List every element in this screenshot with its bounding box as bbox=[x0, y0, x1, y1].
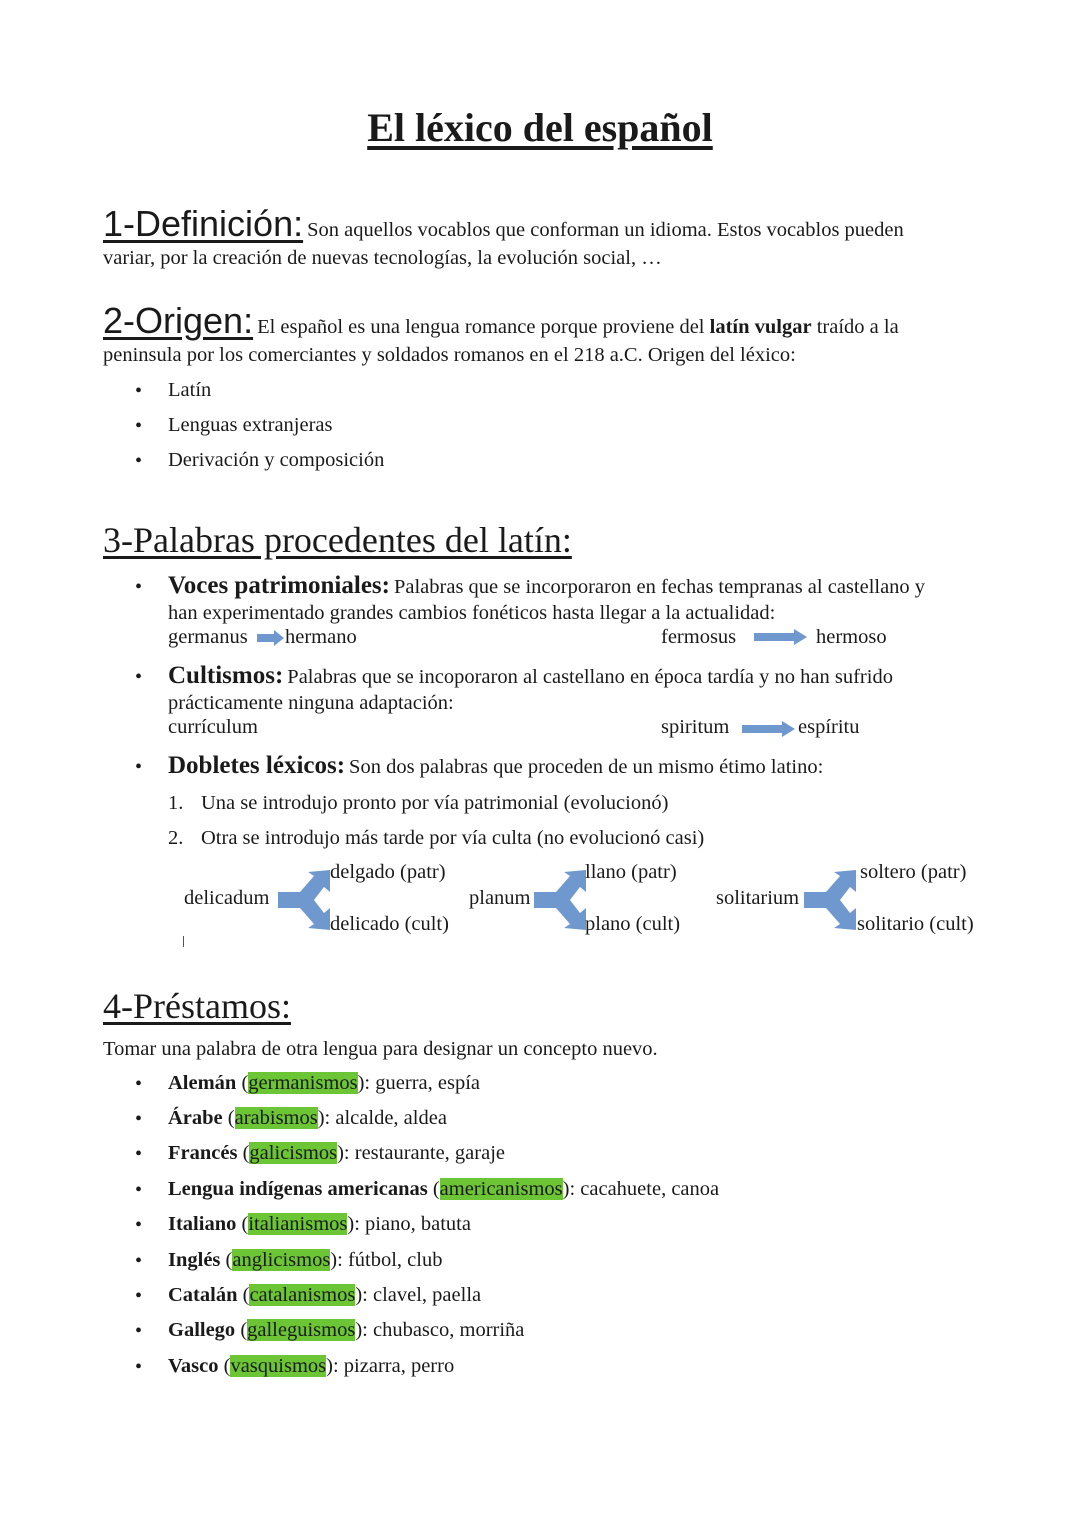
loan-language: Catalán bbox=[168, 1284, 238, 1306]
loan-term: americanismos bbox=[439, 1178, 563, 1200]
doublet-source: solitarium bbox=[716, 887, 800, 909]
bullet-marker: • bbox=[135, 666, 143, 688]
doublet-patr: delgado (patr) bbox=[330, 861, 446, 883]
loan-term: germanismos bbox=[248, 1072, 358, 1094]
text-cursor bbox=[183, 936, 184, 947]
bullet-marker: • bbox=[135, 1320, 143, 1342]
section-definicion bbox=[103, 203, 904, 245]
loan-item: Inglés (anglicismos): fútbol, club bbox=[168, 1249, 443, 1271]
bullet-marker: • bbox=[135, 1356, 143, 1378]
section-heading: 3-Palabras procedentes del latín: bbox=[103, 520, 572, 560]
loan-language: Inglés bbox=[168, 1249, 221, 1271]
dobletes-lexicos bbox=[168, 752, 823, 780]
bullet-marker: • bbox=[135, 1214, 143, 1236]
bullet-marker: • bbox=[135, 756, 143, 778]
list-item: Lenguas extranjeras bbox=[168, 414, 333, 436]
section-heading: 1-Definición: bbox=[103, 203, 304, 244]
arrow-right-icon bbox=[257, 630, 285, 646]
term-label: Cultismos: bbox=[168, 662, 284, 689]
loan-examples: piano, batuta bbox=[365, 1213, 471, 1235]
loan-examples: pizarra, perro bbox=[343, 1355, 455, 1377]
arrow-right-icon bbox=[742, 721, 796, 737]
loan-item: Catalán (catalanismos): clavel, paella bbox=[168, 1284, 482, 1306]
doublet-cult: delicado (cult) bbox=[330, 913, 449, 935]
loan-examples: fútbol, club bbox=[347, 1249, 443, 1271]
loan-term: vasquismos bbox=[230, 1355, 327, 1377]
term-definition: Palabras que se incorporaron en fechas tempranas al castellano y bbox=[393, 576, 926, 598]
loan-term: catalanismos bbox=[249, 1284, 356, 1306]
term-definition-line2: prácticamente ninguna adaptación: bbox=[168, 692, 454, 714]
bullet-marker: • bbox=[135, 1073, 143, 1095]
origin-text-b: traído a la bbox=[816, 316, 899, 338]
loan-term: galleguismos bbox=[247, 1319, 356, 1341]
loan-language: Francés bbox=[168, 1142, 238, 1164]
example-to: hermano bbox=[285, 626, 357, 648]
example-from: fermosus bbox=[661, 626, 737, 648]
loan-examples: guerra, espía bbox=[375, 1072, 480, 1094]
bullet-marker: • bbox=[135, 1179, 143, 1201]
list-item: Latín bbox=[168, 379, 212, 401]
bullet-marker: • bbox=[135, 1143, 143, 1165]
split-arrow-icon bbox=[278, 870, 332, 932]
loan-term: galicismos bbox=[249, 1142, 338, 1164]
numbered-item: Una se introdujo pronto por vía patrimonial (evolucionó) bbox=[201, 792, 669, 814]
loan-examples: alcalde, aldea bbox=[335, 1107, 447, 1129]
example-word: currículum bbox=[168, 716, 258, 738]
loan-item: Gallego (galleguismos): chubasco, morriña bbox=[168, 1319, 525, 1341]
definition-text: Son aquellos vocablos que conforman un idioma. Estos vocablos pueden bbox=[307, 219, 904, 241]
bullet-marker: • bbox=[135, 1250, 143, 1272]
loan-item: Alemán (germanismos): guerra, espía bbox=[168, 1072, 480, 1094]
loan-term: anglicismos bbox=[232, 1249, 331, 1271]
example-from: spiritum bbox=[661, 716, 730, 738]
doublet-source: delicadum bbox=[184, 887, 270, 909]
bullet-marker: • bbox=[135, 576, 143, 598]
page-title: El léxico del español bbox=[367, 105, 713, 150]
loan-examples: restaurante, garaje bbox=[354, 1142, 505, 1164]
loan-language: Italiano bbox=[168, 1213, 237, 1235]
term-definition-line2: han experimentado grandes cambios fonéticos hasta llegar a la actualidad: bbox=[168, 602, 776, 624]
numbered-marker: 2. bbox=[168, 827, 184, 849]
split-arrow-icon bbox=[804, 870, 858, 932]
loans-intro: Tomar una palabra de otra lengua para designar un concepto nuevo. bbox=[103, 1038, 658, 1060]
definition-text-line2: variar, por la creación de nuevas tecnologías, la evolución social, … bbox=[103, 247, 662, 269]
bullet-marker: • bbox=[135, 1285, 143, 1307]
doublet-patr: soltero (patr) bbox=[860, 861, 967, 883]
numbered-marker: 1. bbox=[168, 792, 184, 814]
list-item: Derivación y composición bbox=[168, 449, 385, 471]
bullet-marker: • bbox=[135, 1108, 143, 1130]
doublet-source: planum bbox=[469, 887, 531, 909]
example-to: hermoso bbox=[816, 626, 887, 648]
loan-examples: clavel, paella bbox=[372, 1284, 482, 1306]
doublet-patr: llano (patr) bbox=[585, 861, 677, 883]
loan-term: italianismos bbox=[248, 1213, 348, 1235]
loan-examples: chubasco, morriña bbox=[372, 1319, 525, 1341]
cultismos bbox=[168, 662, 893, 690]
split-arrow-icon bbox=[534, 870, 588, 932]
loan-item: Árabe (arabismos): alcalde, aldea bbox=[168, 1107, 447, 1129]
numbered-item: Otra se introdujo más tarde por vía culta (no evolucionó casi) bbox=[201, 827, 705, 849]
origin-text bbox=[257, 316, 899, 338]
loan-language: Vasco bbox=[168, 1355, 219, 1377]
loan-language: Árabe bbox=[168, 1107, 223, 1129]
bullet-marker: • bbox=[135, 450, 143, 472]
loan-language: Gallego bbox=[168, 1319, 236, 1341]
example-from: germanus bbox=[168, 626, 248, 648]
example-to: espíritu bbox=[798, 716, 860, 738]
section-heading: 2-Origen: bbox=[103, 300, 254, 341]
term-label: Dobletes léxicos: bbox=[168, 752, 346, 779]
voces-patrimoniales bbox=[168, 572, 925, 600]
loan-item: Lengua indígenas americanas (americanismos): cacahuete, canoa bbox=[168, 1178, 720, 1200]
loan-language: Alemán bbox=[168, 1072, 237, 1094]
term-definition: Son dos palabras que proceden de un mismo étimo latino: bbox=[349, 756, 824, 778]
latin-vulgar: latín vulgar bbox=[709, 316, 812, 338]
arrow-right-icon bbox=[754, 629, 808, 645]
term-label: Voces patrimoniales: bbox=[168, 572, 390, 599]
loan-term: arabismos bbox=[234, 1107, 318, 1129]
loan-language: Lengua indígenas americanas bbox=[168, 1178, 428, 1200]
loan-examples: cacahuete, canoa bbox=[580, 1178, 720, 1200]
section-origen bbox=[103, 300, 899, 342]
origin-text-a: El español es una lengua romance porque proviene del bbox=[257, 316, 705, 338]
bullet-marker: • bbox=[135, 380, 143, 402]
origin-text-line2: peninsula por los comerciantes y soldados romanos en el 218 a.C. Origen del léxico: bbox=[103, 344, 796, 366]
section-heading: 4-Préstamos: bbox=[103, 986, 291, 1026]
term-definition: Palabras que se incoporaron al castellano en época tardía y no han sufrido bbox=[287, 666, 893, 688]
loan-item: Italiano (italianismos): piano, batuta bbox=[168, 1213, 471, 1235]
loan-item: Vasco (vasquismos): pizarra, perro bbox=[168, 1355, 455, 1377]
bullet-marker: • bbox=[135, 415, 143, 437]
doublet-cult: plano (cult) bbox=[585, 913, 681, 935]
doublet-cult: solitario (cult) bbox=[857, 913, 974, 935]
loan-item: Francés (galicismos): restaurante, garaje bbox=[168, 1142, 505, 1164]
